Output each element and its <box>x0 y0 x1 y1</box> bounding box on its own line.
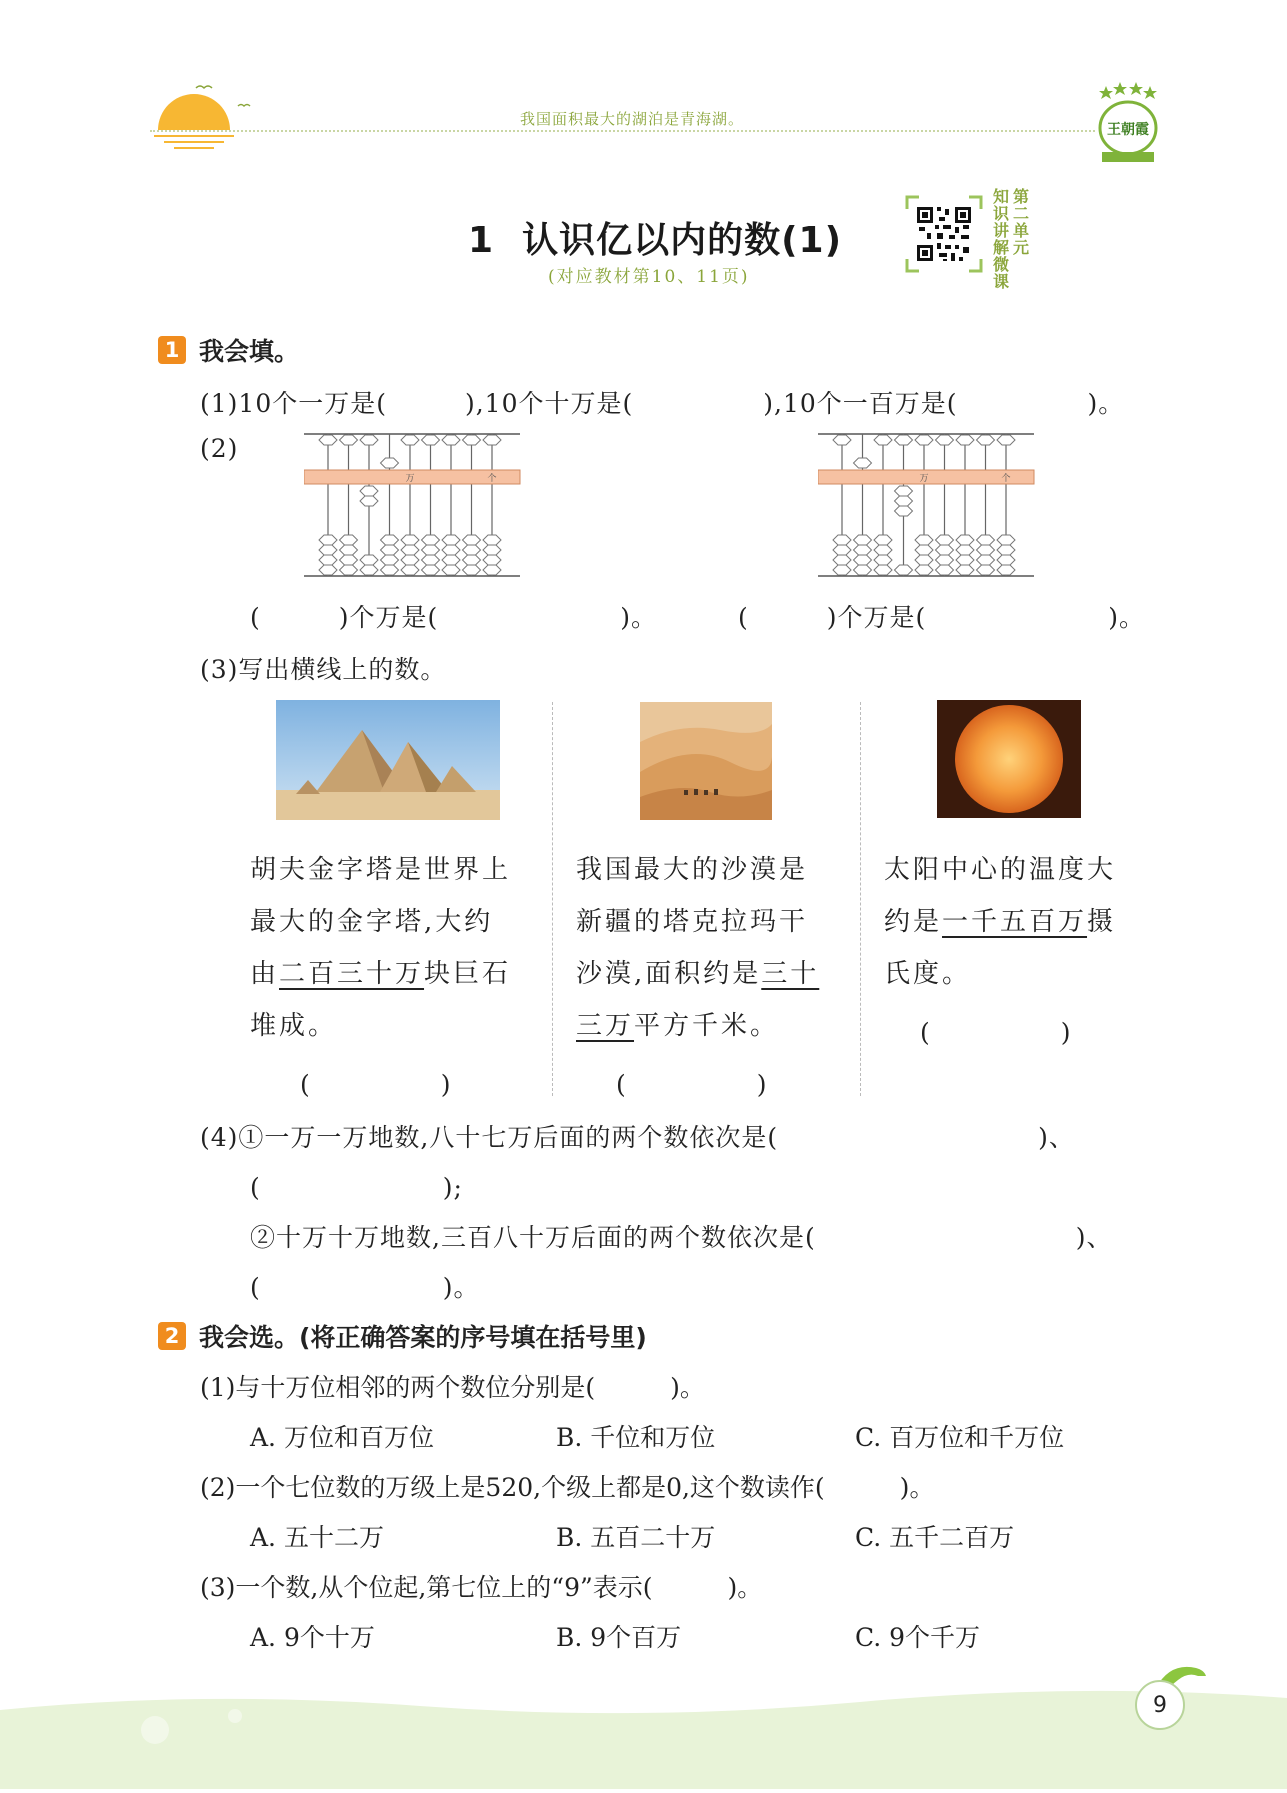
section-2-badge: 2 <box>158 1322 186 1350</box>
abacus-bead <box>874 535 892 545</box>
abacus-bead <box>833 565 851 575</box>
abacus-bead <box>977 555 995 565</box>
abacus-bead <box>956 555 974 565</box>
abacus-bead <box>483 435 501 445</box>
passage-1-line-3: 由二百三十万块巨石 <box>250 959 512 989</box>
abacus-bead <box>915 535 933 545</box>
abacus-bead <box>854 565 872 575</box>
question-2-1-option-b[interactable]: B. 千位和万位 <box>556 1423 716 1452</box>
sun-decoration <box>150 78 260 158</box>
abacus-bead <box>977 545 995 555</box>
question-2-3: (3)一个数,从个位起,第七位上的“9”表示( )。 <box>200 1573 763 1602</box>
question-1-1: (1)10个一万是( ),10个十万是( ),10个一百万是( )。 <box>200 389 1125 418</box>
abacus-bead <box>340 565 358 575</box>
passage-pyramid <box>250 844 550 1052</box>
passage-3-answer-blank[interactable]: ( ) <box>920 1018 1072 1047</box>
question-2-3-option-b[interactable]: B. 9个百万 <box>556 1623 682 1652</box>
abacus-bead <box>401 535 419 545</box>
abacus-bead <box>874 565 892 575</box>
passage-1-answer-blank[interactable]: ( ) <box>300 1070 452 1099</box>
abacus-1-answer: ( )个万是( )。 <box>250 603 658 632</box>
qr-code[interactable] <box>905 195 983 273</box>
passage-2-line-2: 新疆的塔克拉玛干 <box>576 907 809 937</box>
abacus-bead <box>401 435 419 445</box>
question-2-3-option-a[interactable]: A. 9个十万 <box>250 1623 375 1652</box>
abacus-bead <box>977 535 995 545</box>
question-2-1-option-a[interactable]: A. 万位和百万位 <box>250 1423 434 1452</box>
side-label-char: 元 <box>1013 238 1030 257</box>
abacus-bead <box>442 435 460 445</box>
abacus-bead <box>997 545 1015 555</box>
abacus-bead <box>956 545 974 555</box>
abacus-bead <box>854 555 872 565</box>
abacus-bead <box>895 496 913 506</box>
abacus-bead <box>997 555 1015 565</box>
abacus-label-wan: 万 <box>919 474 929 484</box>
abacus-bead <box>422 555 440 565</box>
passage-1-line-2: 最大的金字塔,大约 <box>250 907 494 937</box>
abacus-bead <box>895 506 913 516</box>
side-label-char: 解 <box>993 238 1010 257</box>
abacus-bead <box>997 435 1015 445</box>
abacus-bead <box>483 545 501 555</box>
abacus-bead <box>483 535 501 545</box>
section-1-heading <box>158 332 299 368</box>
abacus-bead <box>360 435 378 445</box>
question-1-4-1b: ( ); <box>250 1173 463 1202</box>
column-divider-1 <box>552 702 553 1096</box>
question-2-1: (1)与十万位相邻的两个数位分别是( )。 <box>200 1373 705 1402</box>
pyramids-image <box>276 700 500 820</box>
abacus-bead <box>360 555 378 565</box>
question-1-2-label: (2) <box>200 434 239 463</box>
passage-2-line-4: 三万平方千米。 <box>576 1011 780 1041</box>
abacus-bead <box>381 565 399 575</box>
header-divider <box>150 130 1095 132</box>
abacus-2-answer: ( )个万是( )。 <box>738 603 1146 632</box>
underlined-number: 三万 <box>576 1011 635 1041</box>
abacus-bead <box>360 565 378 575</box>
question-1-4-2b: ( )。 <box>250 1273 480 1302</box>
page-number: 9 <box>1135 1680 1185 1730</box>
abacus-bead <box>319 555 337 565</box>
abacus-bead <box>936 555 954 565</box>
abacus-bead <box>874 435 892 445</box>
abacus-label-ge: 个 <box>487 474 497 484</box>
abacus-bead <box>442 565 460 575</box>
question-1-4-1a: (4)①一万一万地数,八十七万后面的两个数依次是( )、 <box>200 1123 1075 1152</box>
abacus-bead <box>874 555 892 565</box>
abacus-bead <box>895 486 913 496</box>
passage-2-line-1: 我国最大的沙漠是 <box>576 855 809 885</box>
abacus-bead <box>483 555 501 565</box>
abacus-bead <box>936 545 954 555</box>
abacus-bead <box>895 565 913 575</box>
page-title <box>468 212 842 263</box>
abacus-bead <box>381 535 399 545</box>
abacus-bead <box>442 535 460 545</box>
question-2-2-option-c[interactable]: C. 五千二百万 <box>855 1523 1015 1552</box>
section-1-title: 我会填。 <box>199 337 300 366</box>
abacus-bead <box>997 535 1015 545</box>
side-label-char: 讲 <box>993 221 1010 240</box>
abacus-bead <box>401 545 419 555</box>
abacus-bead <box>956 565 974 575</box>
abacus-bead <box>977 565 995 575</box>
abacus-bead <box>442 545 460 555</box>
abacus-bead <box>915 565 933 575</box>
question-1-3: (3)写出横线上的数。 <box>200 655 447 684</box>
abacus-bead <box>833 435 851 445</box>
column-divider-2 <box>860 702 861 1096</box>
abacus-bead <box>915 555 933 565</box>
underlined-number: 三十 <box>761 959 820 989</box>
abacus-bead <box>360 486 378 496</box>
abacus-bead <box>463 545 481 555</box>
question-2-1-option-c[interactable]: C. 百万位和千万位 <box>855 1423 1065 1452</box>
underlined-number: 一千五百万 <box>942 907 1088 937</box>
footer-background <box>0 1680 1287 1789</box>
passage-1-line-4: 堆成。 <box>250 1011 338 1041</box>
abacus-bead <box>895 435 913 445</box>
abacus-bead <box>381 545 399 555</box>
passage-3-line-3: 氏度。 <box>884 959 972 989</box>
abacus-bead <box>381 458 399 468</box>
abacus-bead <box>854 535 872 545</box>
passage-3-line-1: 太阳中心的温度大 <box>884 855 1117 885</box>
abacus-bead <box>401 565 419 575</box>
abacus-bead <box>319 545 337 555</box>
section-1-badge: 1 <box>158 336 186 364</box>
abacus-bead <box>340 545 358 555</box>
side-label-char: 第 <box>1013 187 1030 206</box>
side-label-char: 单 <box>1013 221 1030 240</box>
abacus-bead <box>936 535 954 545</box>
abacus-bead <box>319 565 337 575</box>
abacus-bead <box>422 565 440 575</box>
abacus-bead <box>401 555 419 565</box>
abacus-bead <box>381 555 399 565</box>
abacus-bead <box>915 545 933 555</box>
abacus-bead <box>463 435 481 445</box>
publisher-logo <box>1092 78 1164 168</box>
textbook-reference: (对应教材第10、11页) <box>548 267 750 287</box>
abacus-bead <box>422 535 440 545</box>
header-tip: 我国面积最大的湖泊是青海湖。 <box>520 110 745 128</box>
abacus-label-ge: 个 <box>1001 474 1011 484</box>
abacus-bead <box>936 565 954 575</box>
side-label-char: 微 <box>993 255 1010 274</box>
abacus-bead <box>854 545 872 555</box>
abacus-bead <box>319 435 337 445</box>
abacus-bead <box>340 535 358 545</box>
passage-3-line-2: 约是一千五百万摄 <box>884 907 1117 937</box>
abacus-bead <box>483 565 501 575</box>
section-2-title: 我会选。(将正确答案的序号填在括号里) <box>199 1323 647 1352</box>
side-label-char: 二 <box>1013 204 1030 223</box>
desert-image <box>640 702 772 820</box>
side-label-char: 识 <box>993 204 1010 223</box>
logo-text: 王朝霞 <box>1107 122 1149 138</box>
abacus-bead <box>956 435 974 445</box>
abacus-bead <box>360 496 378 506</box>
abacus-bead <box>833 555 851 565</box>
abacus-bead <box>463 565 481 575</box>
passage-desert <box>576 844 856 1052</box>
abacus-bead <box>833 545 851 555</box>
abacus-bead <box>936 435 954 445</box>
side-label-char: 知 <box>993 187 1010 206</box>
side-label-char: 课 <box>993 272 1010 291</box>
abacus-bead <box>997 565 1015 575</box>
passage-sun <box>884 844 1164 1000</box>
question-1-4-2a: ②十万十万地数,三百八十万后面的两个数依次是( )、 <box>250 1223 1113 1252</box>
passage-2-line-3: 沙漠,面积约是三十 <box>576 959 820 989</box>
abacus-bead <box>874 545 892 555</box>
abacus-bead <box>442 555 460 565</box>
abacus-bead <box>422 435 440 445</box>
abacus-bead <box>956 535 974 545</box>
abacus-bead <box>340 435 358 445</box>
sun-image <box>937 700 1081 818</box>
abacus-1 <box>304 430 524 580</box>
passage-2-answer-blank[interactable]: ( ) <box>616 1070 768 1099</box>
abacus-2 <box>818 430 1038 580</box>
question-2-2: (2)一个七位数的万级上是520,个级上都是0,这个数读作( )。 <box>200 1473 935 1502</box>
section-2-heading <box>158 1318 647 1354</box>
abacus-bead <box>319 535 337 545</box>
question-2-3-option-c[interactable]: C. 9个千万 <box>855 1623 981 1652</box>
abacus-bead <box>915 435 933 445</box>
abacus-bead <box>463 555 481 565</box>
abacus-bead <box>340 555 358 565</box>
underlined-number: 二百三十万 <box>279 959 425 989</box>
title-number: 1 <box>468 220 495 261</box>
micro-lesson-label <box>993 187 1031 291</box>
abacus-bead <box>977 435 995 445</box>
title-text: 认识亿以内的数(1) <box>522 220 843 261</box>
abacus-bead <box>833 535 851 545</box>
abacus-label-wan: 万 <box>405 474 415 484</box>
abacus-bead <box>422 545 440 555</box>
abacus-bead <box>463 535 481 545</box>
passage-1-line-1: 胡夫金字塔是世界上 <box>250 855 512 885</box>
abacus-bead <box>854 458 872 468</box>
question-2-2-option-a[interactable]: A. 五十二万 <box>250 1523 384 1552</box>
question-2-2-option-b[interactable]: B. 五百二十万 <box>556 1523 716 1552</box>
